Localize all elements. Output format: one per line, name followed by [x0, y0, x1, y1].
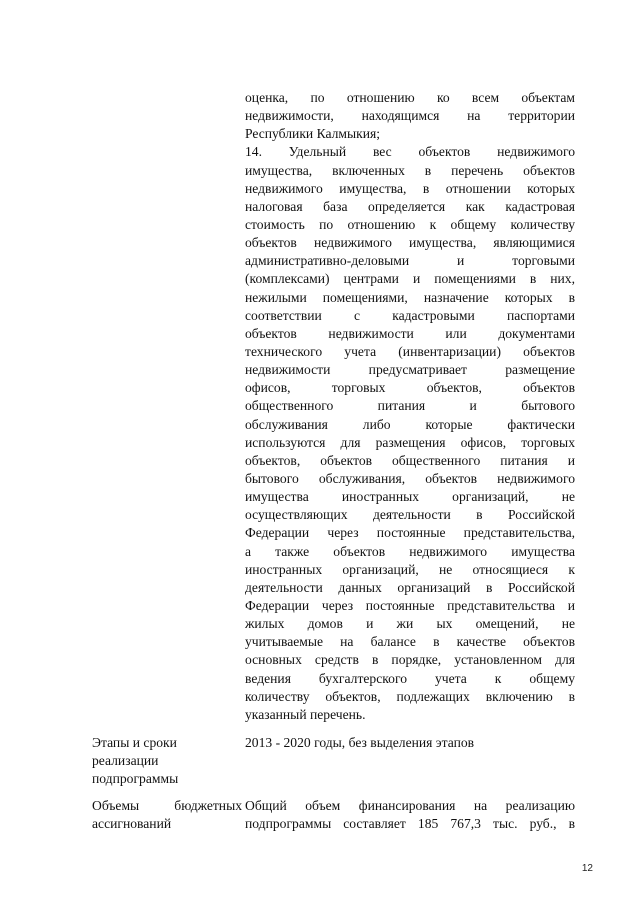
text-line: Республики Калмыкия; [245, 126, 381, 142]
text-line: а также объектов недвижимого имущества [245, 543, 575, 559]
text-line: нежилыми помещениями, назначение которых в [245, 289, 575, 305]
text-line: имущества иностранных организаций, не [245, 489, 575, 505]
stages-label-line: подпрограммы [92, 771, 179, 787]
stages-label-line: реализации [92, 753, 159, 769]
text-line: налоговая база определяется как кадастровая [245, 198, 575, 214]
stages-label-line: Этапы и сроки [92, 735, 177, 750]
text-line: Общий объем финансирования на реализацию [245, 798, 575, 813]
text-line: указанный перечень. [245, 706, 366, 722]
text-line: объектов недвижимости или документами [245, 325, 575, 341]
stages-value [245, 734, 575, 752]
text-line: основных средств в порядке, установленном для [245, 652, 575, 668]
text-line: объектов, объектов общественного питания и [245, 452, 575, 468]
text-line: подпрограммы составляет 185 767,3 тыс. руб., в [245, 816, 575, 832]
text-line: технического учета (инвентаризации) объектов [245, 343, 575, 359]
budget-label-line: Объемы бюджетных [92, 798, 242, 813]
text-line: недвижимого имущества, в отношении которых [245, 180, 575, 196]
text-line: количеству объектов, подлежащих включению в [245, 688, 575, 704]
stages-label [92, 734, 242, 788]
text-line: Федерации через постоянные представительства, [245, 525, 575, 541]
text-line: административно-деловыми и торговыми [245, 253, 575, 269]
text-line: объектов недвижимого имущества, являющимися [245, 235, 575, 251]
indicators-text-block [245, 89, 575, 724]
text-line: недвижимости предусматривает размещение [245, 362, 575, 378]
text-line: общественного питания и бытового [245, 398, 575, 414]
text-line: бытового обслуживания, объектов недвижимого [245, 470, 575, 486]
budget-label-line: ассигнований [92, 816, 172, 832]
text-line: 14. Удельный вес объектов недвижимого [245, 144, 575, 160]
text-line: недвижимости, находящимся на территории [245, 108, 575, 124]
text-line: ведения бухгалтерского учета к общему [245, 670, 575, 686]
text-line: стоимость по отношению к общему количеству [245, 216, 575, 232]
text-line: соответствии с кадастровыми паспортами [245, 307, 575, 323]
text-line: учитываемые на балансе в качестве объектов [245, 634, 575, 650]
text-line: офисов, торговых объектов, объектов [245, 380, 575, 396]
text-line: осуществляющих деятельности в Российской [245, 507, 575, 523]
text-line: деятельности данных организаций в Российской [245, 579, 575, 595]
budget-label [92, 797, 242, 833]
text-line: используются для размещения офисов, торговых [245, 434, 575, 450]
text-line: жилых домов и жи ых омещений, не [245, 616, 575, 632]
text-line: оценка, по отношению ко всем объектам [245, 90, 575, 105]
text-line: обслуживания либо которые фактически [245, 416, 575, 432]
budget-value [245, 797, 575, 833]
text-line: Федерации через постоянные представительства и [245, 597, 575, 613]
text-line: иностранных организаций, не относящиеся к [245, 561, 575, 577]
text-line: (комплексами) центрами и помещениями в них, [245, 271, 575, 287]
text-line: имущества, включенных в перечень объектов [245, 162, 575, 178]
stages-value-text: 2013 - 2020 годы, без выделения этапов [245, 735, 475, 750]
page-number: 12 [581, 863, 593, 874]
